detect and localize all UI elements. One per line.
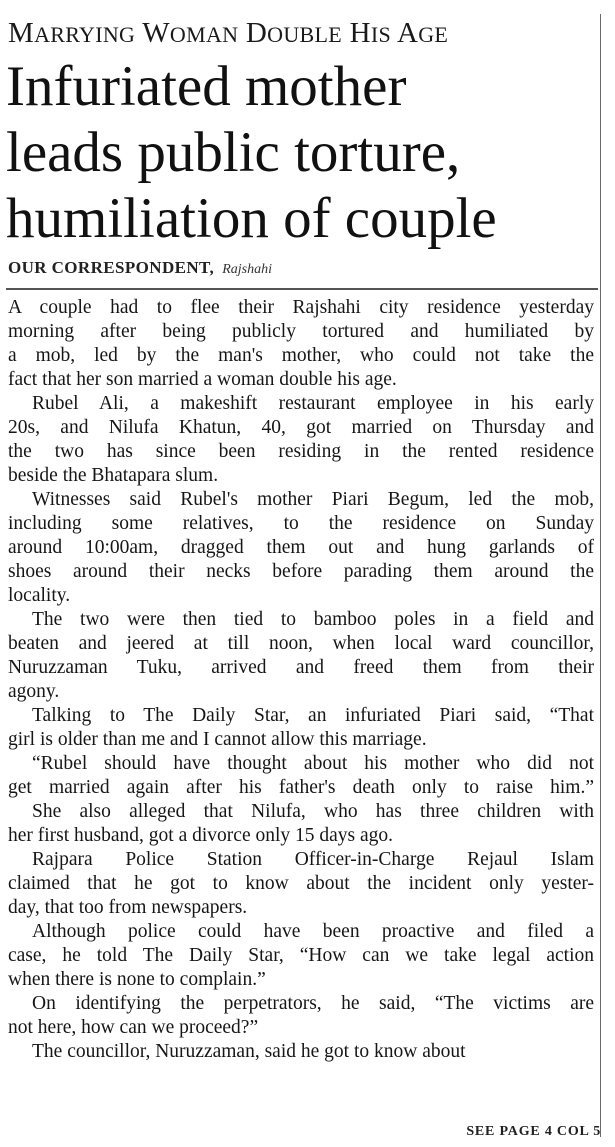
body-line: beside the Bhatapara slum.: [8, 465, 219, 486]
body-line: a mob, led by the man's mother, who could not take the: [8, 345, 594, 366]
body-line: day, that too from newspapers.: [8, 897, 248, 918]
body-line: The councillor, Nuruzzaman, said he got to know about: [32, 1041, 466, 1062]
body-line: Although police could have been proactive and filed a: [32, 921, 594, 942]
body-line: Rubel Ali, a makeshift restaurant employee in his early: [32, 393, 594, 414]
body-line: A couple had to flee their Rajshahi city residence yesterday: [8, 297, 594, 318]
body-line: fact that her son married a woman double his age.: [8, 369, 397, 390]
byline: [8, 258, 588, 278]
article-body: [8, 296, 594, 1064]
body-line: Rajpara Police Station Officer-in-Charge Rejaul Islam: [32, 849, 594, 870]
body-line: agony.: [8, 681, 60, 702]
headline-line-3: humiliation of couple: [6, 187, 497, 250]
body-line: girl is older than me and I cannot allow this marriage.: [8, 729, 427, 750]
body-line: She also alleged that Nilufa, who has three children with: [32, 801, 594, 822]
body-line: Nuruzzaman Tuku, arrived and freed them from their: [8, 657, 594, 678]
body-line: the two has since been residing in the rented residence: [8, 441, 594, 462]
column-rule: [600, 14, 601, 1137]
body-line: The two were then tied to bamboo poles in a field and: [32, 609, 594, 630]
body-line: locality.: [8, 585, 71, 606]
body-line: her first husband, got a divorce only 15 days ago.: [8, 825, 394, 846]
body-line: On identifying the perpetrators, he said, “The victims are: [32, 993, 594, 1014]
body-line: beaten and jeered at till noon, when local ward councillor,: [8, 633, 594, 654]
body-line: not here, how can we proceed?”: [8, 1017, 259, 1038]
body-line: including some relatives, to the residence on Sunday: [8, 513, 594, 534]
byline-divider: [6, 288, 598, 290]
continuation-jump: SEE PAGE 4 COL 5: [466, 1124, 601, 1139]
body-line: around 10:00am, dragged them out and hung garlands of: [8, 537, 594, 558]
body-line: Talking to The Daily Star, an infuriated Piari said, “That: [32, 705, 594, 726]
body-line: when there is none to complain.”: [8, 969, 266, 990]
body-line: claimed that he got to know about the incident only yester-: [8, 873, 594, 894]
body-line: 20s, and Nilufa Khatun, 40, got married on Thursday and: [8, 417, 594, 438]
headline-line-1: Infuriated mother: [6, 55, 407, 118]
body-line: case, he told The Daily Star, “How can we take legal action: [8, 945, 594, 966]
body-line: Witnesses said Rubel's mother Piari Begum, led the mob,: [32, 489, 594, 510]
headline-line-2: leads public torture,: [6, 121, 461, 184]
byline-location: Rajshahi: [222, 262, 272, 277]
body-line: get married again after his father's death only to raise him.”: [8, 777, 594, 798]
body-line: “Rubel should have thought about his mother who did not: [32, 753, 594, 774]
headline: [6, 54, 598, 252]
body-line: shoes around their necks before parading them around the: [8, 561, 594, 582]
kicker: MARRYING WOMAN DOUBLE HIS AGE: [8, 17, 449, 49]
byline-correspondent: OUR CORRESPONDENT,: [8, 258, 215, 277]
body-line: morning after being publicly tortured and humiliated by: [8, 321, 594, 342]
